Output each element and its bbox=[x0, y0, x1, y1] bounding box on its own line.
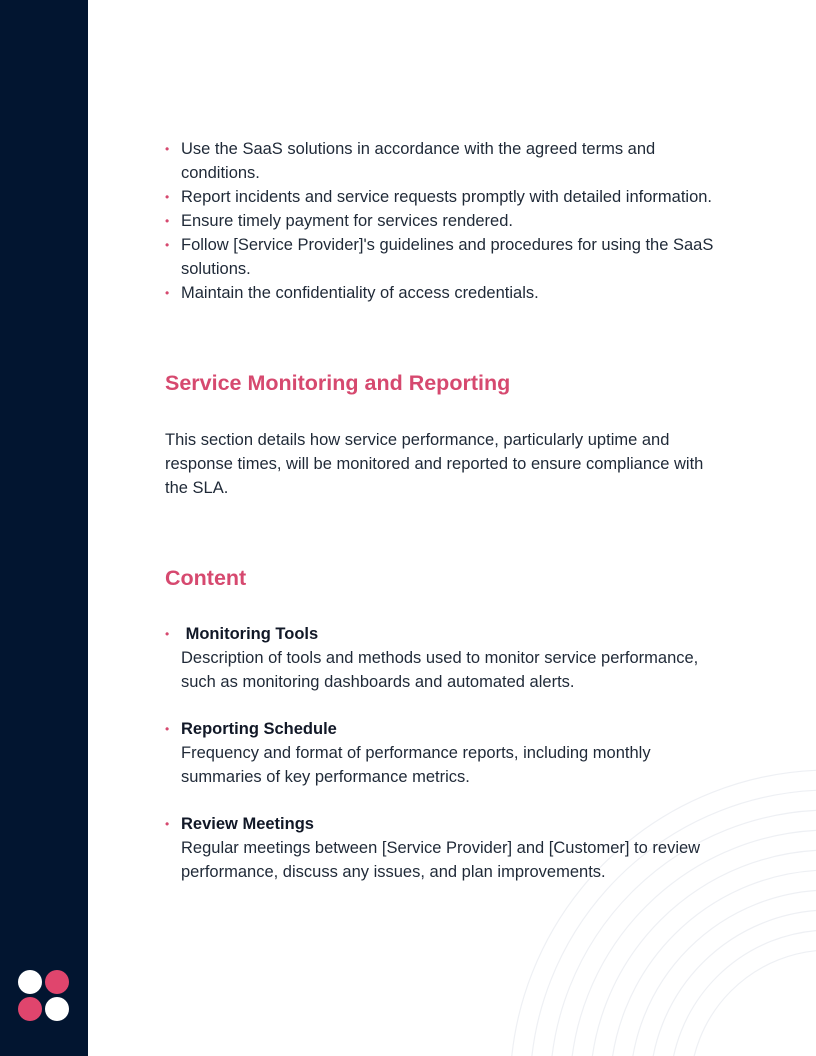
bullet-icon: • bbox=[165, 722, 170, 736]
brand-logo bbox=[18, 970, 70, 1022]
section-heading-monitoring: Service Monitoring and Reporting bbox=[165, 371, 511, 395]
list-item bbox=[165, 281, 725, 305]
bullet-icon: • bbox=[165, 817, 170, 831]
item-description: Description of tools and methods used to monitor service performance, such as monitoring dashboards and automated alerts. bbox=[181, 649, 699, 691]
bullet-icon: • bbox=[165, 627, 170, 641]
list-item bbox=[165, 812, 725, 884]
list-item bbox=[165, 622, 725, 694]
section-paragraph: This section details how service performance, particularly uptime and response times, will be monitored and reported to ensure compliance with the SLA. bbox=[165, 431, 704, 497]
bullet-icon: • bbox=[165, 238, 170, 252]
list-item-text: Maintain the confidentiality of access credentials. bbox=[181, 284, 539, 302]
list-item-text: Ensure timely payment for services rendered. bbox=[181, 212, 513, 230]
list-item-text: Follow [Service Provider]'s guidelines and procedures for using the SaaS solutions. bbox=[181, 236, 714, 278]
bullet-icon: • bbox=[165, 142, 170, 156]
item-description: Regular meetings between [Service Provider] and [Customer] to review performance, discuss any issues, and plan improvements. bbox=[181, 839, 701, 881]
responsibilities-list bbox=[165, 137, 725, 305]
logo-dot-top-left bbox=[18, 970, 42, 994]
content-items-list bbox=[165, 622, 725, 884]
logo-dot-top-right bbox=[45, 970, 69, 994]
bullet-icon: • bbox=[165, 286, 170, 300]
item-title: Reporting Schedule bbox=[181, 720, 337, 738]
section-heading-content: Content bbox=[165, 566, 247, 590]
list-item bbox=[165, 717, 725, 789]
item-title: Monitoring Tools bbox=[181, 625, 319, 643]
logo-dot-bottom-left bbox=[18, 997, 42, 1021]
item-description: Frequency and format of performance reports, including monthly summaries of key performance metrics. bbox=[181, 744, 651, 786]
list-item bbox=[165, 233, 725, 281]
item-title: Review Meetings bbox=[181, 815, 314, 833]
list-item bbox=[165, 137, 725, 185]
list-item bbox=[165, 185, 725, 209]
list-item-text: Report incidents and service requests promptly with detailed information. bbox=[181, 188, 713, 206]
list-item bbox=[165, 209, 725, 233]
document-body bbox=[165, 137, 725, 907]
bullet-icon: • bbox=[165, 190, 170, 204]
bullet-icon: • bbox=[165, 214, 170, 228]
sidebar-band bbox=[0, 0, 88, 1056]
list-item-text: Use the SaaS solutions in accordance with the agreed terms and conditions. bbox=[181, 140, 656, 182]
logo-dot-bottom-right bbox=[45, 997, 69, 1021]
